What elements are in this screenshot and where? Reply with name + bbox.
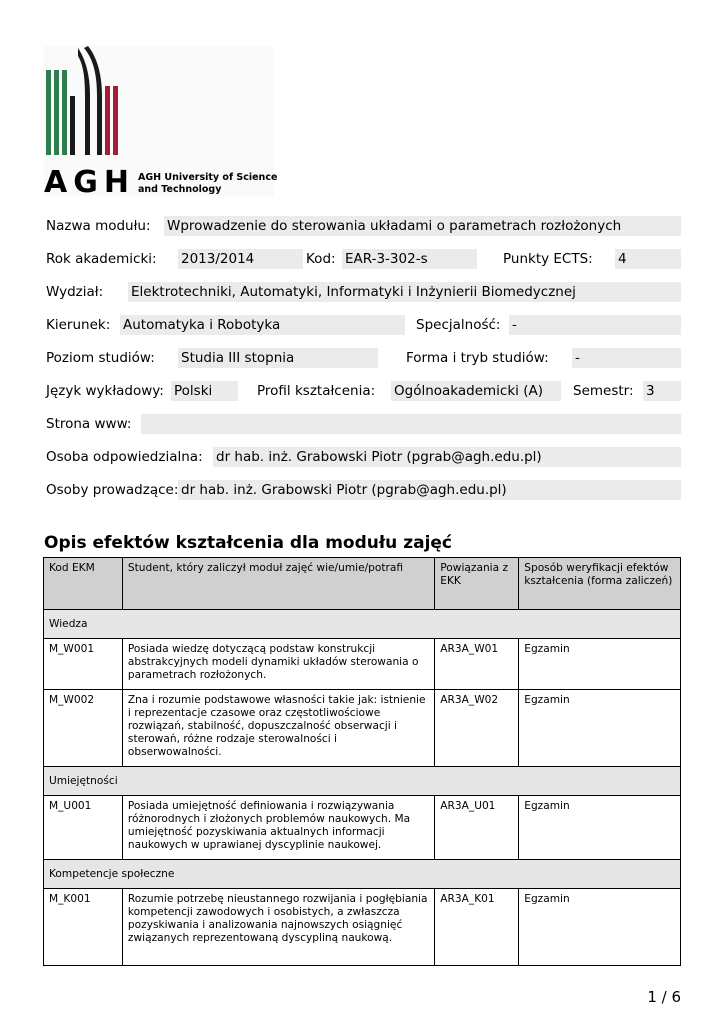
responsible-value: dr hab. inż. Grabowski Piotr (pgrab@agh.edu.pl) bbox=[213, 447, 681, 467]
header-ekk: Powiązania z EKK bbox=[435, 558, 519, 610]
faculty-label: Wydział: bbox=[46, 284, 104, 300]
semester-label: Semestr: bbox=[573, 383, 634, 399]
cell-description: Posiada wiedzę dotyczącą podstaw konstrukcji abstrakcyjnych modeli dynamiki układów sterowania o parametrach rozłożonych. bbox=[122, 639, 434, 690]
cell-code: M_W001 bbox=[44, 639, 123, 690]
mode-value: - bbox=[572, 348, 681, 368]
header-description: Student, który zaliczył moduł zajęć wie/umie/potrafi bbox=[122, 558, 434, 610]
category-label: Kompetencje społeczne bbox=[44, 860, 681, 889]
cell-code: M_K001 bbox=[44, 889, 123, 966]
cell-description: Zna i rozumie podstawowe własności takie jak: istnienie i reprezentacje czasowe oraz częstotliwościowe rozwiązań, stabilność, dopuszczalność obserwacji i sterowań, różne rodzaje sterowalności i obserwowalności. bbox=[122, 690, 434, 767]
teachers-value: dr hab. inż. Grabowski Piotr (pgrab@agh.edu.pl) bbox=[178, 480, 681, 500]
agh-logo bbox=[44, 46, 279, 196]
year-value: 2013/2014 bbox=[178, 249, 303, 269]
category-label: Wiedza bbox=[44, 610, 681, 639]
semester-value: 3 bbox=[643, 381, 681, 401]
module-name-value: Wprowadzenie do sterowania układami o parametrach rozłożonych bbox=[164, 216, 681, 236]
level-value: Studia III stopnia bbox=[178, 348, 378, 368]
category-label: Umiejętności bbox=[44, 767, 681, 796]
logo-university-line2: and Technology bbox=[138, 184, 222, 195]
responsible-label: Osoba odpowiedzialna: bbox=[46, 449, 203, 465]
header-verification: Sposób weryfikacji efektów kształcenia (forma zaliczeń) bbox=[519, 558, 681, 610]
page-number: 1 / 6 bbox=[647, 988, 681, 1006]
cell-verification: Egzamin bbox=[519, 639, 681, 690]
cell-code: M_U001 bbox=[44, 796, 123, 860]
table-row bbox=[44, 690, 681, 767]
field-label: Kierunek: bbox=[46, 317, 111, 333]
www-label: Strona www: bbox=[46, 416, 132, 432]
specialty-value: - bbox=[509, 315, 681, 335]
language-value: Polski bbox=[171, 381, 238, 401]
header-code: Kod EKM bbox=[44, 558, 123, 610]
cell-verification: Egzamin bbox=[519, 690, 681, 767]
cell-ekk: AR3A_K01 bbox=[435, 889, 519, 966]
table-row bbox=[44, 889, 681, 966]
module-name-label: Nazwa modułu: bbox=[46, 218, 151, 234]
field-value: Automatyka i Robotyka bbox=[120, 315, 405, 335]
profile-label: Profil kształcenia: bbox=[257, 383, 376, 399]
cell-description: Posiada umiejętność definiowania i rozwiązywania różnorodnych i złożonych problemów naukowych. Ma umiejętność pozyskiwania aktualnych informacji naukowych w uprawianej dyscyplinie naukowej. bbox=[122, 796, 434, 860]
year-label: Rok akademicki: bbox=[46, 251, 157, 267]
table-row bbox=[44, 796, 681, 860]
category-row bbox=[44, 610, 681, 639]
logo-acronym: AGH bbox=[44, 165, 135, 196]
cell-code: M_W002 bbox=[44, 690, 123, 767]
specialty-label: Specjalność: bbox=[416, 317, 501, 333]
language-label: Język wykładowy: bbox=[46, 383, 164, 399]
code-value: EAR-3-302-s bbox=[342, 249, 477, 269]
learning-outcomes-table bbox=[43, 557, 681, 966]
table-row bbox=[44, 639, 681, 690]
cell-verification: Egzamin bbox=[519, 796, 681, 860]
table-header-row bbox=[44, 558, 681, 610]
cell-ekk: AR3A_W02 bbox=[435, 690, 519, 767]
mode-label: Forma i tryb studiów: bbox=[406, 350, 549, 366]
category-row bbox=[44, 767, 681, 796]
cell-ekk: AR3A_U01 bbox=[435, 796, 519, 860]
ects-label: Punkty ECTS: bbox=[503, 251, 593, 267]
code-label: Kod: bbox=[306, 251, 336, 267]
section-title: Opis efektów kształcenia dla modułu zajęć bbox=[44, 533, 453, 553]
logo-university-line1: AGH University of Science bbox=[138, 172, 278, 183]
cell-verification: Egzamin bbox=[519, 889, 681, 966]
cell-ekk: AR3A_W01 bbox=[435, 639, 519, 690]
level-label: Poziom studiów: bbox=[46, 350, 155, 366]
faculty-value: Elektrotechniki, Automatyki, Informatyki i Inżynierii Biomedycznej bbox=[128, 282, 681, 302]
teachers-label: Osoby prowadzące: bbox=[46, 482, 179, 498]
category-row bbox=[44, 860, 681, 889]
www-value bbox=[141, 414, 681, 434]
profile-value: Ogólnoakademicki (A) bbox=[391, 381, 561, 401]
agh-logo-emblem bbox=[46, 46, 118, 155]
ects-value: 4 bbox=[615, 249, 681, 269]
cell-description: Rozumie potrzebę nieustannego rozwijania i pogłębiania kompetencji zawodowych i osobistych, a zwłaszcza pozyskiwania i analizowania najnowszych osiągnięć związanych reprezentowaną dyscypliną naukową. bbox=[122, 889, 434, 966]
